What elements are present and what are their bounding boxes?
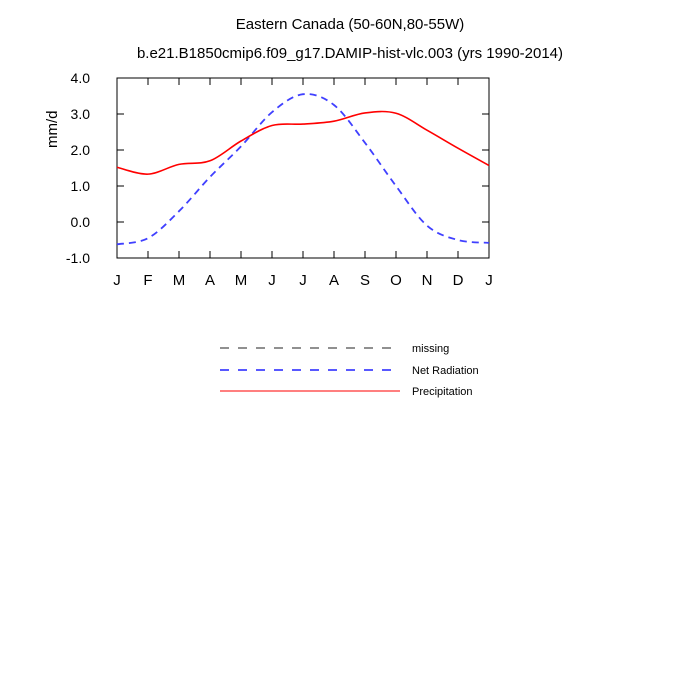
chart-title: Eastern Canada (50-60N,80-55W) [235,16,465,33]
legend-label-precipitation: Precipitation [412,386,473,398]
chart-subtitle: b.e21.B1850cmip6.f09_g17.DAMIP-hist-vlc.003 (yrs 1990-2014) [136,45,564,62]
x-tick-label-12: J [485,272,493,289]
x-tick-label-1: F [143,272,153,289]
series-line-2 [117,112,489,175]
legend-label-net-radiation: Net Radiation [412,365,479,377]
y-tick-label-3: 3.0 [70,106,90,122]
x-tick-label-8: S [359,272,370,289]
y-tick-label-0: 0.0 [70,214,90,230]
x-tick-label-6: J [299,272,307,289]
x-tick-label-4: M [234,272,248,289]
series-line-1 [117,94,489,244]
legend-label-missing: missing [412,343,450,355]
x-tick-label-5: J [268,272,276,289]
axes-frame [117,78,489,258]
x-tick-label-2: M [172,272,186,289]
x-tick-label-7: A [328,272,339,289]
x-tick-label-10: N [421,272,433,289]
y-axis-label: mm/d [44,110,61,148]
y-tick-label-4: 4.0 [70,70,90,86]
axis-ticks [117,78,489,258]
y-tick-label-2: 2.0 [70,142,90,158]
y-tick-label-neg1: -1.0 [65,250,90,266]
x-tick-label-11: D [452,272,464,289]
y-tick-label-1: 1.0 [70,178,90,194]
series-layer [117,94,489,244]
x-tick-label-3: A [204,272,215,289]
x-tick-label-0: J [113,272,121,289]
x-tick-label-9: O [390,272,402,289]
